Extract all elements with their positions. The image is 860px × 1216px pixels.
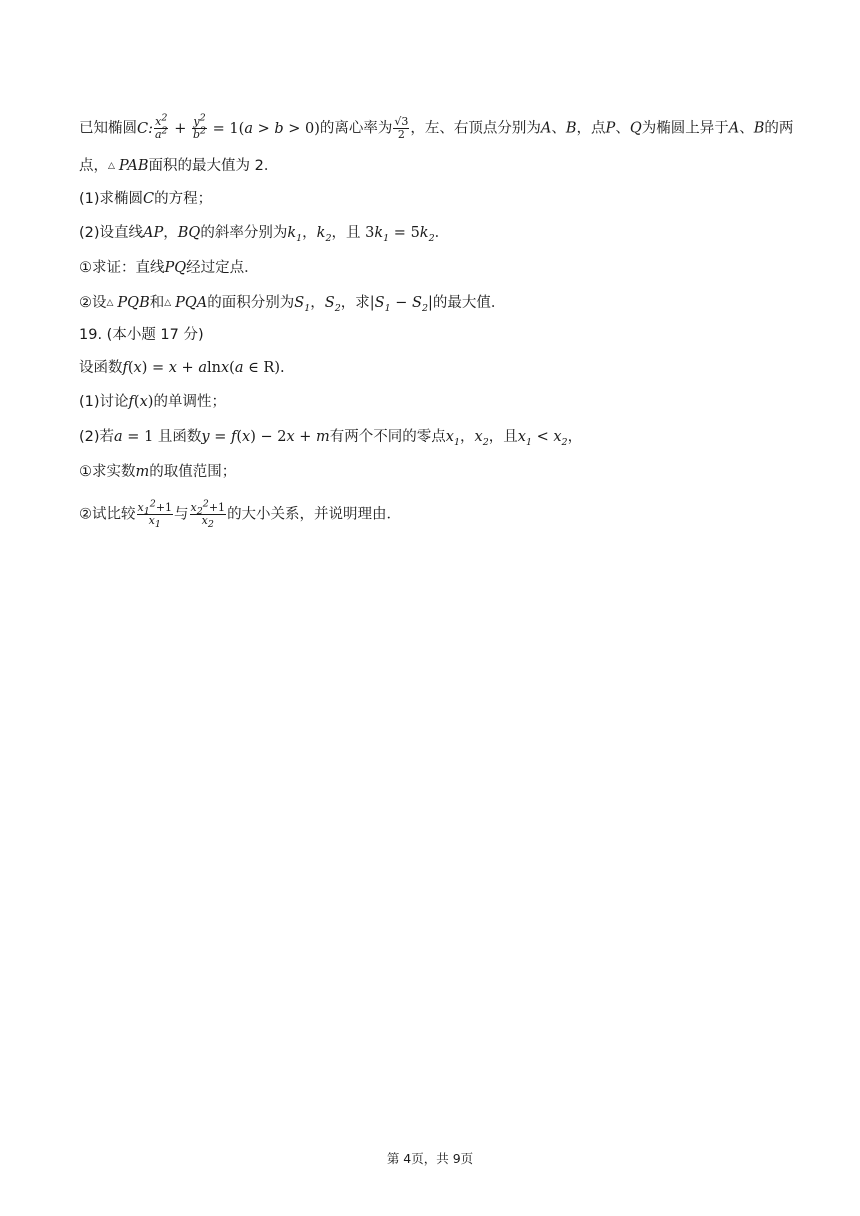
text: ，求: [340, 295, 370, 311]
text: 且函数: [153, 429, 202, 445]
text: 和: [149, 295, 165, 311]
p18-part2: (2)设直线AP，BQ的斜率分别为$k_1$，$k_2$，且 $3k_1 = 5k_2$．: [79, 225, 450, 244]
text: 点，: [79, 158, 108, 174]
text: ②设: [79, 295, 107, 311]
triangle-icon: △: [106, 298, 114, 308]
text: ，: [567, 429, 583, 445]
text: ，点: [576, 120, 606, 137]
text: 与: [174, 506, 189, 523]
text: 的面积分别为: [207, 295, 295, 311]
p19-sub2: [79, 498, 799, 531]
text: 的最大值．: [432, 295, 506, 311]
text: 经过定点．: [186, 260, 259, 276]
text: 的大小关系，并说明理由．: [227, 506, 402, 523]
math-fraction-x1: $\frac{x_1^2+1}{x_1}$: [137, 498, 173, 531]
p18-statement-line2: 点，△ PAB面积的最大值为 2．: [79, 158, 279, 174]
text: 设函数: [79, 360, 123, 376]
text: 的斜率分别为: [200, 225, 288, 241]
text: ②试比较: [79, 506, 136, 523]
page-footer: 第 4页，共 9页: [386, 1151, 474, 1166]
text: ．: [434, 225, 450, 241]
triangle-icon: △: [164, 298, 172, 308]
text: 的离心率为: [319, 120, 393, 137]
text: 的两: [764, 120, 794, 137]
text: ，且: [331, 225, 366, 241]
p18-statement-line1: 已知椭圆C: $\frac{x^2}{a^2}$ + $\frac{y^2}{b^2}$ = 1(a > b > 0)的离心率为 $\frac{√3}{2}$ ，左、右顶点分别为A、B，点P、Q为椭圆上异于A、B的两: [79, 112, 794, 141]
text: 的单调性；: [153, 394, 226, 410]
text: 的取值范围；: [149, 464, 237, 480]
text: (2)若: [79, 429, 115, 445]
p18-part1: (1)求椭圆C的方程；: [79, 191, 213, 207]
p18-sub1: ①求证：直线PQ经过定点．: [79, 260, 259, 276]
math-ellipse-eq: C: $\frac{x^2}{a^2}$ + $\frac{y^2}{b^2}$ = 1(a > b > 0): [137, 112, 320, 141]
p19-part2: (2)若a = 1 且函数y = f(x) − 2x + m有两个不同的零点$x_1$，$x_2$，且$x_1 < x_2$，: [79, 429, 583, 448]
math-fraction-x2: $\frac{x_2^2+1}{x_2}$: [190, 498, 226, 531]
p18-sub2: ②设△ PQB和△ PQA的面积分别为$S_1$，$S_2$，求$|S_1 - S_2|$的最大值．: [79, 295, 506, 314]
text: ，左、右顶点分别为: [410, 120, 541, 137]
p19-sub1: ①求实数m的取值范围；: [79, 464, 237, 480]
text: (2)设直线: [79, 225, 144, 241]
p19-part1: (1)讨论f(x)的单调性；: [79, 394, 226, 410]
text: 的方程；: [154, 191, 213, 207]
text: ①求实数: [79, 464, 136, 480]
text: 已知椭圆: [79, 120, 137, 137]
text: (1)求椭圆: [79, 191, 144, 207]
text: 为椭圆上异于: [641, 120, 729, 137]
p19-heading: 19. (本小题 17 分): [79, 327, 204, 343]
triangle-icon: △: [108, 161, 115, 171]
text: ①求证：直线: [79, 260, 165, 276]
text: 有两个不同的零点: [329, 429, 446, 445]
math-eccentricity: $\frac{√3}{2}$: [394, 115, 409, 141]
text: 面积的最大值为 2．: [148, 158, 279, 174]
p19-definition: 设函数f(x) = x + alnx(a ∈ R).: [79, 360, 285, 376]
text: (1)讨论: [79, 394, 129, 410]
text: ，且: [488, 429, 518, 445]
